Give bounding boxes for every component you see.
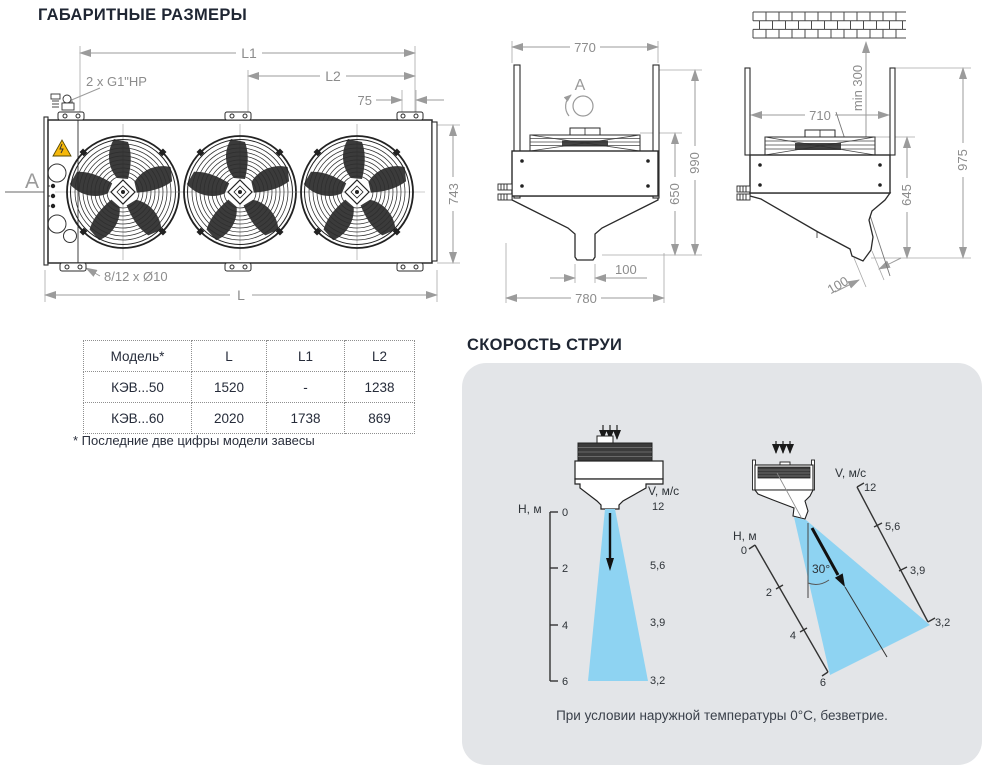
unit-body [750,155,890,193]
dim-650-label: 650 [667,183,682,205]
v-value: 12 [652,501,665,513]
v-value: 3,9 [910,565,926,577]
cell-l: 2020 [192,403,267,434]
jet-speed-title: СКОРОСТЬ СТРУИ [467,336,623,354]
dim-975-label: 975 [955,149,970,171]
h-axis-label: H, м [733,529,757,543]
hanger-bracket-right [890,68,895,155]
h-tick: 4 [789,630,796,642]
v-value: 12 [864,482,877,494]
cell-l1: 1738 [267,403,345,434]
h-tick: 0 [562,507,569,519]
dim-645-label: 645 [899,184,914,206]
dim-990-label: 990 [687,152,702,174]
col-header-model: Модель* [84,341,192,372]
view-a-symbol [566,77,593,116]
section-a-label: A [25,170,40,193]
hanger-bracket-left [745,68,750,155]
dim-780-label: 780 [575,291,597,306]
dim-l1-label: L1 [241,45,257,61]
dim-min300-label: min 300 [850,64,865,112]
cell-l: 1520 [192,372,267,403]
air-curtain-unit [44,112,437,271]
table-header-row [84,341,415,372]
intake-arrows-icon [776,441,790,453]
h-tick: 6 [819,677,826,689]
wall-view-drawing [733,0,984,330]
cell-model: КЭВ...50 [84,372,192,403]
col-header-l: L [192,341,267,372]
jet-diagram-straight [480,403,710,713]
dim-l2-label: L2 [325,68,341,84]
jet-cone [794,517,930,675]
view-a-label: A [574,77,586,94]
cell-l2: 869 [345,403,415,434]
h-axis-label: H, м [518,502,542,516]
unit-body [512,151,658,196]
v-value: 3,2 [650,675,666,687]
v-axis-label: V, м/с [835,466,867,480]
dim-710-label: 710 [809,108,831,123]
pipe-stubs [498,184,512,200]
holes-label: 8/12 x Ø10 [104,269,168,284]
pipe-fittings [51,94,74,110]
v-value: 3,9 [650,617,666,629]
front-view-drawing [0,30,472,322]
dim-743-label: 743 [446,183,461,205]
diffuser-funnel [512,196,658,260]
col-header-l2: L2 [345,341,415,372]
diffuser-funnel-angled [750,193,890,261]
h-tick: 0 [740,545,747,557]
dimensions-title: ГАБАРИТНЫЕ РАЗМЕРЫ [38,6,248,24]
table-row [84,372,415,403]
table-row [84,403,415,434]
dim-75-label: 75 [357,93,372,108]
v-value: 5,6 [885,521,901,533]
cell-model: КЭВ...60 [84,403,192,434]
h-tick: 6 [562,676,569,688]
unit-pictogram [575,436,663,509]
h-scale [550,512,558,681]
unit-pictogram [753,460,815,519]
col-header-l1: L1 [267,341,345,372]
dim-l-label: L [237,287,245,303]
jet-cone [588,509,648,681]
angle-label: 30° [812,562,831,576]
h-tick: 2 [562,563,569,575]
dimensions-table [83,340,415,434]
unit-section [498,65,659,260]
unit-section [737,68,895,261]
dim-100-label: 100 [824,273,851,298]
connection-label: 2 x G1"HP [86,74,147,89]
dim-100-label: 100 [615,262,637,277]
dim-770-label: 770 [574,40,596,55]
v-axis-label: V, м/с [648,484,680,498]
h-tick: 4 [562,620,569,632]
jet-diagram-angled [717,403,967,723]
jet-caption: При условии наружной температуры 0°С, безветрие. [556,708,888,723]
side-view-drawing [492,33,710,321]
wall-brick-hatch [753,12,906,38]
h-tick: 2 [765,587,772,599]
pipe-stubs [737,186,750,200]
v-value: 5,6 [650,560,666,572]
cell-l1: - [267,372,345,403]
jet-speed-panel [462,363,982,765]
cell-l2: 1238 [345,372,415,403]
mounting-brackets-top [58,112,423,120]
v-value: 3,2 [935,617,951,629]
table-footnote: * Последние две цифры модели завесы [73,433,315,448]
